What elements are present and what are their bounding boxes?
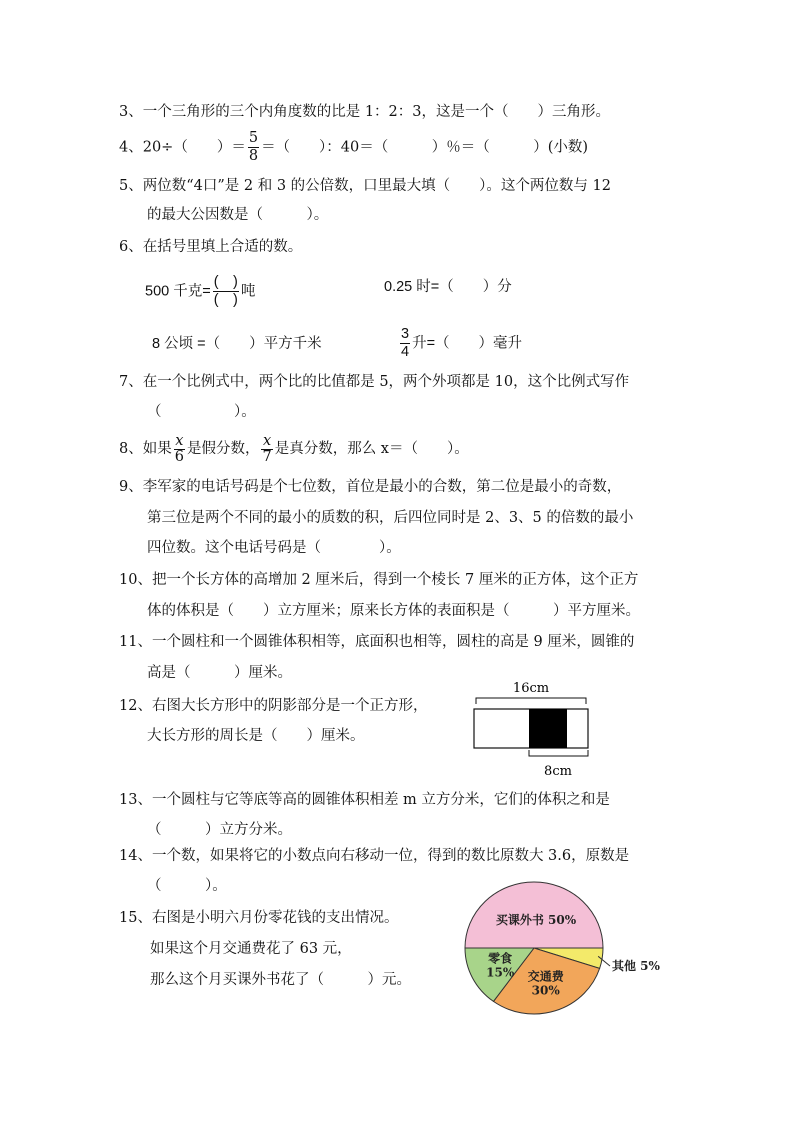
top-brace	[476, 698, 586, 704]
question-12-line-1: 12、右图大长方形中的阴影部分是一个正方形，	[119, 698, 428, 714]
q6-d-rest: 升=（ ）毫升	[412, 335, 523, 352]
question-8	[119, 432, 469, 466]
question-9-line-1: 9、李军家的电话号码是个七位数，首位是最小的合数，第二位是最小的奇数，	[119, 479, 622, 495]
q8-text-b: 是假分数，	[186, 441, 260, 457]
q8-fraction-1-numerator: x	[175, 432, 184, 449]
spending-pie-chart	[458, 878, 668, 1018]
question-12-line-2: 大长方形的周长是（ ）厘米。	[147, 728, 365, 744]
q4-text-b: ＝（ ）：40＝（ ）％＝（ ）(小数)	[261, 139, 589, 156]
q8-text-a: 8、如果	[119, 441, 172, 457]
q6-item-b: 0.25 时=（ ）分	[384, 279, 512, 295]
pie-label-4-line-1: 零食	[488, 951, 513, 966]
q6-item-a	[145, 274, 255, 309]
q4-fraction	[248, 130, 259, 165]
q8-fraction-2	[261, 434, 272, 465]
q6-a-fraction	[213, 274, 239, 309]
q6-a-prefix: 500 千克=	[145, 283, 211, 300]
question-4	[119, 130, 588, 165]
q6-a-numerator: ( )	[213, 274, 238, 290]
question-14-line-1: 14、一个数，如果将它的小数点向右移动一位，得到的数比原数大 3.6，原数是	[119, 848, 630, 864]
question-11-line-1: 11、一个圆柱和一个圆锥体积相等，底面积也相等，圆柱的高是 9 厘米，圆锥的	[119, 634, 635, 650]
question-14-line-2: （ ）。	[147, 878, 227, 894]
question-6-title: 6、在括号里填上合适的数。	[119, 239, 303, 255]
bottom-length-label: 8cm	[544, 764, 572, 779]
shaded-square	[529, 709, 567, 748]
rectangle-diagram	[466, 678, 596, 782]
question-7-line-2: （ ）。	[147, 404, 256, 420]
question-5-line-2: 的最大公因数是（ ）。	[147, 207, 329, 223]
question-10-line-2: 体的体积是（ ）立方厘米；原来长方体的表面积是（ ）平方厘米。	[147, 603, 640, 619]
q6-item-d	[398, 326, 522, 361]
question-15-line-1: 15、右图是小明六月份零花钱的支出情况。	[119, 910, 399, 926]
q8-text-c: 是真分数，那么 x＝（ ）。	[274, 441, 469, 457]
question-3: 3、一个三角形的三个内角度数的比是 1：2：3，这是一个（ ）三角形。	[119, 104, 611, 120]
question-9-line-3: 四位数。这个电话号码是（ ）。	[147, 540, 401, 556]
pie-label-1: 买课外书 50%	[495, 913, 577, 927]
pie-label-4-line-2: 15%	[486, 965, 515, 980]
question-9-line-2: 第三位是两个不同的最小的质数的积，后四位同时是 2、3、5 的倍数的最小	[147, 510, 634, 526]
q6-d-fraction	[400, 326, 410, 361]
q6-a-denominator: ( )	[213, 292, 238, 308]
question-11-line-2: 高是（ ）厘米。	[147, 665, 292, 681]
q6-d-numerator: 3	[401, 326, 410, 342]
q4-fraction-denominator: 8	[248, 148, 259, 164]
question-15-line-3: 那么这个月买课外书花了（ ）元。	[150, 972, 411, 988]
q4-text-a: 4、20÷（ ）＝	[119, 139, 246, 156]
q4-fraction-numerator: 5	[248, 130, 259, 146]
question-15-line-2: 如果这个月交通费花了 63 元，	[150, 941, 352, 957]
q8-fraction-1-denominator: 6	[174, 448, 184, 465]
pie-label-3-line-2: 30%	[531, 983, 560, 998]
q6-d-denominator: 4	[401, 344, 410, 360]
top-length-label: 16cm	[512, 681, 550, 696]
question-7-line-1: 7、在一个比例式中，两个比的比值都是 5，两个外项都是 10，这个比例式写作	[119, 374, 630, 390]
question-5-line-1: 5、两位数“4口”是 2 和 3 的公倍数，口里最大填（ ）。这个两位数与 12	[119, 178, 611, 194]
bottom-brace	[529, 750, 588, 756]
question-13-line-1: 13、一个圆柱与它等底等高的圆锥体积相差 m 立方分米，它们的体积之和是	[119, 792, 610, 808]
pie-label-3-line-1: 交通费	[527, 969, 564, 984]
pie-label-2: 其他 5%	[612, 959, 660, 973]
q8-fraction-2-numerator: x	[262, 432, 272, 449]
q8-fraction-1	[174, 434, 185, 465]
q8-fraction-2-denominator: 7	[262, 448, 272, 465]
question-13-line-2: （ ）立方分米。	[147, 822, 292, 838]
q6-a-unit: 吨	[240, 283, 256, 300]
question-10-line-1: 10、把一个长方体的高增加 2 厘米后，得到一个棱长 7 厘米的正方体，这个正方	[119, 572, 639, 588]
q6-item-c: 8 公顷 =（ ）平方千米	[152, 336, 322, 352]
